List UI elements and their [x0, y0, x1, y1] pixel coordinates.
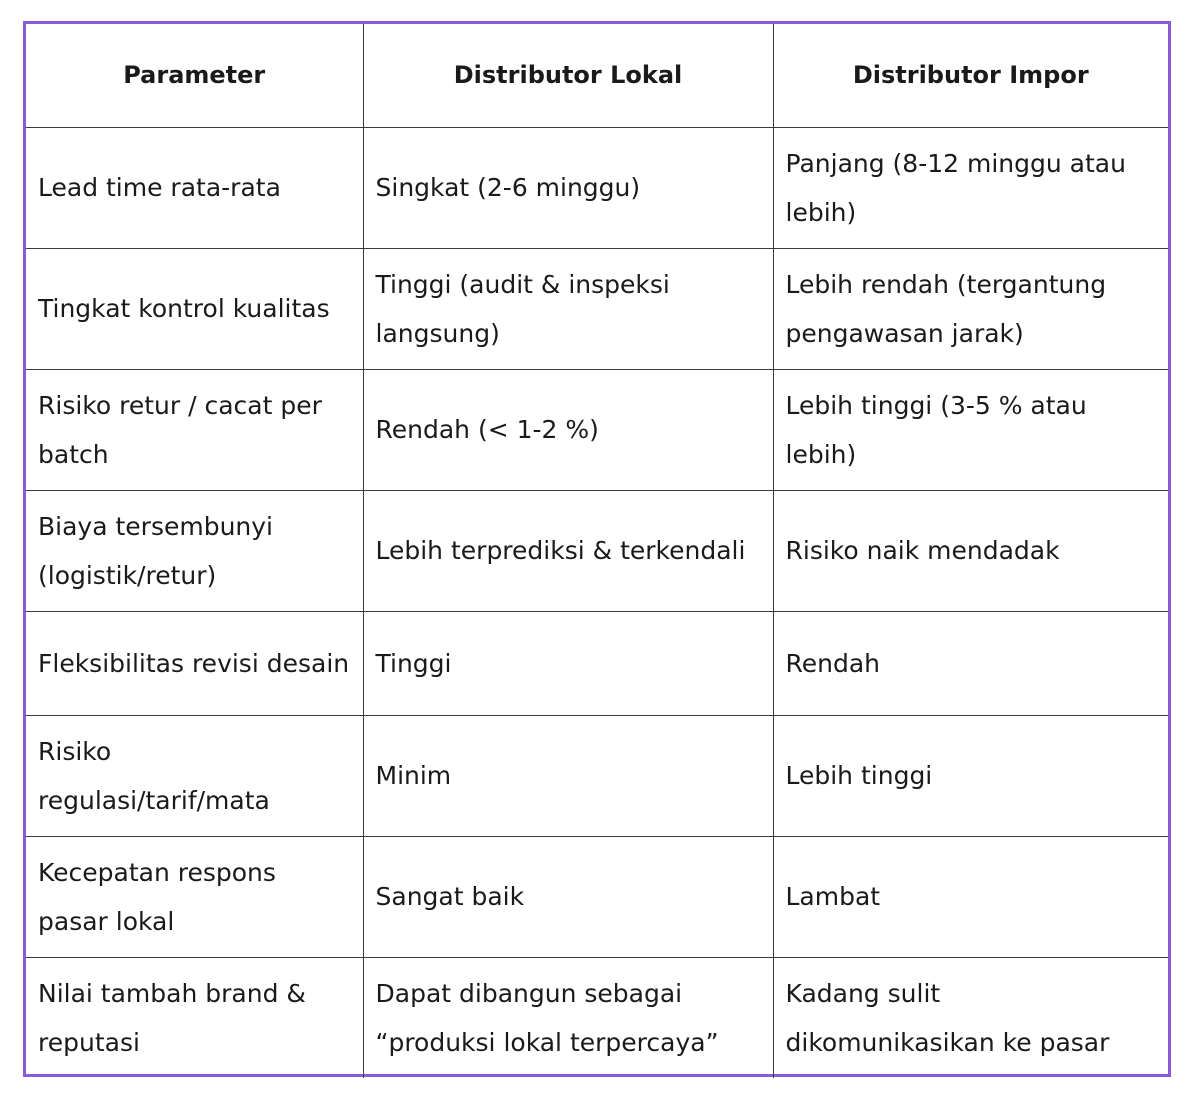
- cell-parameter: Fleksibilitas revisi desain: [26, 611, 363, 715]
- cell-lokal: Rendah (< 1-2 %): [363, 369, 773, 490]
- cell-impor: Rendah: [773, 611, 1168, 715]
- table-row: [26, 715, 1168, 836]
- table-row: [26, 957, 1168, 1078]
- cell-parameter: Lead time rata-rata: [26, 127, 363, 248]
- table-row: [26, 248, 1168, 369]
- cell-lokal: Minim: [363, 715, 773, 836]
- header-parameter: Parameter: [26, 24, 363, 127]
- table-row: [26, 127, 1168, 248]
- cell-lokal: Sangat baik: [363, 836, 773, 957]
- cell-impor: Lebih tinggi (3-5 % atau lebih): [773, 369, 1168, 490]
- cell-lokal: Tinggi: [363, 611, 773, 715]
- table-row: [26, 369, 1168, 490]
- cell-parameter: Biaya tersembunyi (logistik/retur): [26, 490, 363, 611]
- table-row: [26, 611, 1168, 715]
- cell-impor: Kadang sulit dikomunikasikan ke pasar: [773, 957, 1168, 1078]
- cell-parameter: Kecepatan respons pasar lokal: [26, 836, 363, 957]
- cell-parameter: Tingkat kontrol kualitas: [26, 248, 363, 369]
- cell-parameter: Nilai tambah brand & reputasi: [26, 957, 363, 1078]
- table-header-row: [26, 24, 1168, 127]
- table-row: [26, 836, 1168, 957]
- header-distributor-lokal: Distributor Lokal: [363, 24, 773, 127]
- header-distributor-impor: Distributor Impor: [773, 24, 1168, 127]
- cell-lokal: Tinggi (audit & inspeksi langsung): [363, 248, 773, 369]
- cell-impor: Risiko naik mendadak: [773, 490, 1168, 611]
- cell-parameter: Risiko retur / cacat per batch: [26, 369, 363, 490]
- cell-impor: Panjang (8-12 minggu atau lebih): [773, 127, 1168, 248]
- cell-lokal: Lebih terprediksi & terkendali: [363, 490, 773, 611]
- cell-lokal: Dapat dibangun sebagai “produksi lokal terpercaya”: [363, 957, 773, 1078]
- table-row: [26, 490, 1168, 611]
- comparison-table-frame: [23, 21, 1171, 1077]
- cell-parameter: Risiko regulasi/tarif/mata: [26, 715, 363, 836]
- comparison-table: [26, 24, 1168, 1078]
- cell-impor: Lebih tinggi: [773, 715, 1168, 836]
- cell-lokal: Singkat (2-6 minggu): [363, 127, 773, 248]
- cell-impor: Lambat: [773, 836, 1168, 957]
- cell-impor: Lebih rendah (tergantung pengawasan jarak): [773, 248, 1168, 369]
